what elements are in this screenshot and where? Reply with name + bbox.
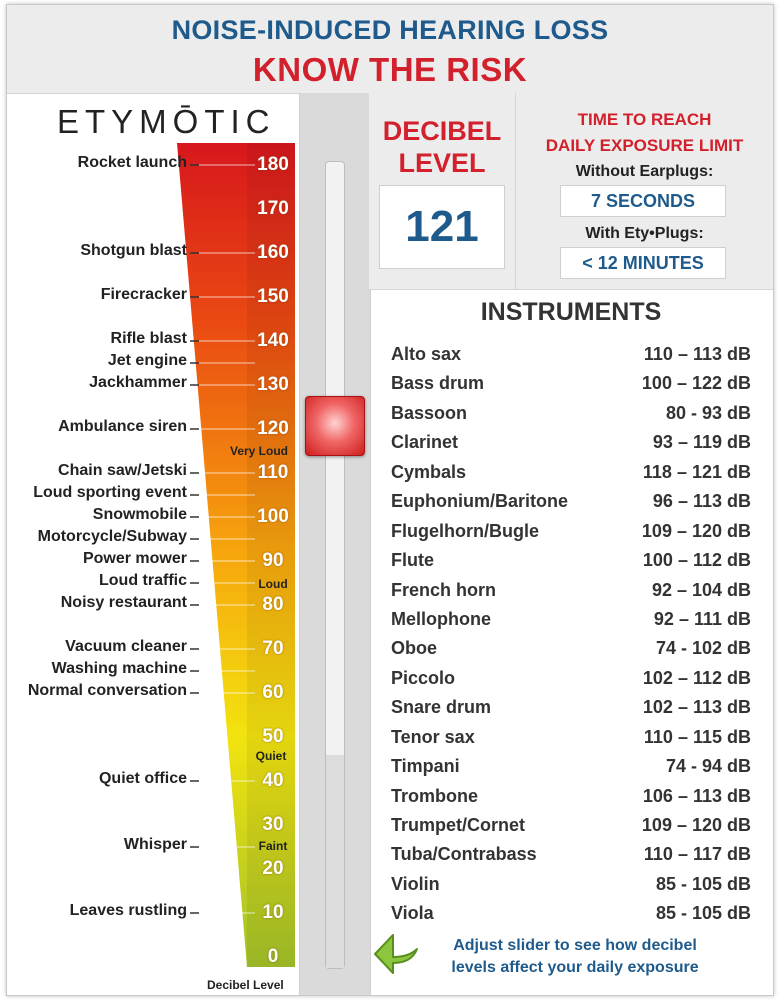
without-earplugs-label: Without Earplugs: xyxy=(575,163,714,180)
instrument-range: 85 - 105 dB xyxy=(655,873,751,894)
sound-source-label: Ambulance siren xyxy=(58,418,187,435)
tick-label: 150 xyxy=(257,286,289,307)
sound-source-label: Rifle blast xyxy=(110,330,187,347)
instrument-range: 85 - 105 dB xyxy=(655,903,751,924)
instrument-row xyxy=(391,752,751,781)
instrument-range: 93 – 119 dB xyxy=(652,432,751,453)
hint-text xyxy=(425,935,725,979)
instrument-row xyxy=(391,693,751,722)
instrument-range: 102 – 113 dB xyxy=(642,697,751,718)
sound-source-label: Vacuum cleaner xyxy=(65,638,187,655)
hint-line2: levels affect your daily exposure xyxy=(451,959,699,976)
instrument-name: Trombone xyxy=(391,785,479,806)
sound-source-label: Normal conversation xyxy=(27,682,187,699)
green-arrow-icon xyxy=(371,931,421,977)
instrument-range: 102 – 112 dB xyxy=(642,667,751,688)
app-frame xyxy=(6,4,774,996)
tick-label: 120 xyxy=(257,418,289,439)
tick-label: 170 xyxy=(257,198,289,219)
instrument-row xyxy=(391,723,751,752)
decibel-title xyxy=(369,115,515,179)
sound-source-label: Quiet office xyxy=(98,770,187,787)
instrument-row xyxy=(391,870,751,899)
without-earplugs-value: 7 SECONDS xyxy=(560,185,726,217)
instruments-list xyxy=(391,340,751,929)
instrument-name: Oboe xyxy=(391,638,438,659)
zone-very-loud: Very Loud xyxy=(229,444,288,458)
instrument-row xyxy=(391,487,751,516)
slider-fill xyxy=(326,755,344,968)
exposure-title-line1: TIME TO REACH xyxy=(577,110,712,129)
instrument-range: 92 – 104 dB xyxy=(651,579,751,600)
instrument-name: Mellophone xyxy=(391,608,491,629)
instrument-row xyxy=(391,428,751,457)
instrument-row xyxy=(391,546,751,575)
sound-source-label: Rocket launch xyxy=(77,154,187,171)
instrument-range: 106 – 113 dB xyxy=(642,785,751,806)
sound-source-label: Leaves rustling xyxy=(69,902,187,919)
instrument-name: French horn xyxy=(391,579,497,600)
tick-label: 70 xyxy=(262,638,284,659)
tick-label: 30 xyxy=(262,814,284,835)
page-subtitle: KNOW THE RISK xyxy=(252,51,528,88)
tick-label: 180 xyxy=(257,154,289,175)
instrument-range: 100 – 122 dB xyxy=(641,373,751,394)
brand-logo: ETYMŌTIC xyxy=(57,103,276,140)
instrument-name: Violin xyxy=(391,873,440,894)
sound-source-label: Power mower xyxy=(82,550,187,567)
instrument-range: 92 – 111 dB xyxy=(653,608,751,629)
instrument-row xyxy=(391,369,751,398)
sound-source-label: Noisy restaurant xyxy=(60,594,187,611)
tick-label: 40 xyxy=(262,770,284,791)
tick-label: 10 xyxy=(262,902,284,923)
instrument-name: Cymbals xyxy=(391,461,467,482)
decibel-title-line1: DECIBEL xyxy=(382,116,502,146)
tick-label: 130 xyxy=(257,374,289,395)
instrument-row xyxy=(391,399,751,428)
axis-label: Decibel Level xyxy=(207,978,284,992)
instrument-name: Trumpet/Cornet xyxy=(391,815,526,835)
zone-loud: Loud xyxy=(258,577,288,591)
sound-source-label: Loud sporting event xyxy=(33,484,187,501)
tick-label: 80 xyxy=(262,594,284,615)
tick-label: 90 xyxy=(262,550,284,571)
decibel-value: 121 xyxy=(405,202,479,251)
instrument-range: 74 - 102 dB xyxy=(655,638,751,659)
instrument-name: Tenor sax xyxy=(391,726,475,747)
instrument-range: 110 – 117 dB xyxy=(643,844,751,865)
sound-source-label: Loud traffic xyxy=(99,572,187,589)
instrument-row xyxy=(391,634,751,663)
instrument-range: 80 - 93 dB xyxy=(665,402,751,423)
decibel-title-line2: LEVEL xyxy=(398,148,486,178)
instrument-range: 100 – 112 dB xyxy=(642,550,751,571)
hint-line1: Adjust slider to see how decibel xyxy=(453,937,697,954)
zone-quiet: Quiet xyxy=(255,749,287,763)
zone-faint: Faint xyxy=(258,839,288,853)
instrument-name: Snare drum xyxy=(391,697,492,718)
instrument-row xyxy=(391,899,751,928)
exposure-title-line2: DAILY EXPOSURE LIMIT xyxy=(545,136,744,155)
sound-source-label: Jet engine xyxy=(107,352,187,369)
slider-track[interactable] xyxy=(325,161,345,969)
decibel-panel xyxy=(369,93,516,290)
instrument-name: Piccolo xyxy=(391,667,456,688)
exposure-title xyxy=(516,107,773,159)
instrument-row xyxy=(391,576,751,605)
instrument-row xyxy=(391,840,751,869)
instrument-range: 109 – 120 dB xyxy=(641,520,751,541)
page-title: NOISE-INDUCED HEARING LOSS xyxy=(171,15,609,45)
instrument-row xyxy=(391,605,751,634)
tick-label: 160 xyxy=(257,242,289,263)
instrument-name: Alto sax xyxy=(391,344,462,364)
instrument-row xyxy=(391,664,751,693)
instrument-row xyxy=(391,340,751,369)
tick-label: 60 xyxy=(262,682,284,703)
sound-source-label: Motorcycle/Subway xyxy=(37,528,187,545)
sound-source-label: Shotgun blast xyxy=(80,242,187,259)
tick-label: 110 xyxy=(257,462,289,483)
instrument-range: 110 – 113 dB xyxy=(643,344,751,364)
sound-source-label: Snowmobile xyxy=(92,506,187,523)
slider-thumb[interactable] xyxy=(305,396,365,456)
sound-source-label: Firecracker xyxy=(100,286,187,303)
instrument-range: 74 - 94 dB xyxy=(665,756,751,777)
instrument-range: 96 – 113 dB xyxy=(652,491,751,512)
instrument-row xyxy=(391,811,751,840)
instrument-row xyxy=(391,458,751,487)
instrument-name: Flute xyxy=(391,550,434,571)
instrument-name: Viola xyxy=(391,903,434,924)
tick-label: 20 xyxy=(262,858,284,879)
with-plugs-value: < 12 MINUTES xyxy=(560,247,726,279)
instrument-range: 118 – 121 dB xyxy=(642,461,751,482)
tick-label: 50 xyxy=(262,726,284,747)
instrument-row xyxy=(391,782,751,811)
tick-label: 140 xyxy=(257,330,289,351)
instrument-name: Clarinet xyxy=(391,432,459,453)
sound-source-label: Washing machine xyxy=(51,660,187,677)
instrument-name: Bass drum xyxy=(391,373,485,394)
instruments-title: INSTRUMENTS xyxy=(480,298,662,326)
exposure-panel xyxy=(516,93,773,290)
instrument-name: Euphonium/Baritone xyxy=(391,491,568,512)
sound-source-label: Jackhammer xyxy=(89,374,187,391)
instrument-name: Flugelhorn/Bugle xyxy=(391,520,539,541)
sound-source-label: Whisper xyxy=(123,836,187,853)
instrument-name: Tuba/Contrabass xyxy=(391,844,537,865)
sound-source-label: Chain saw/Jetski xyxy=(58,462,187,479)
instrument-name: Timpani xyxy=(391,756,460,777)
tick-label: 0 xyxy=(267,946,279,967)
instrument-range: 109 – 120 dB xyxy=(641,815,751,835)
with-plugs-label: With Ety•Plugs: xyxy=(585,225,704,242)
tick-label: 100 xyxy=(257,506,289,527)
instrument-name: Bassoon xyxy=(391,402,468,423)
instrument-row xyxy=(391,517,751,546)
instrument-range: 110 – 115 dB xyxy=(643,726,751,747)
decibel-value-box xyxy=(379,185,505,269)
